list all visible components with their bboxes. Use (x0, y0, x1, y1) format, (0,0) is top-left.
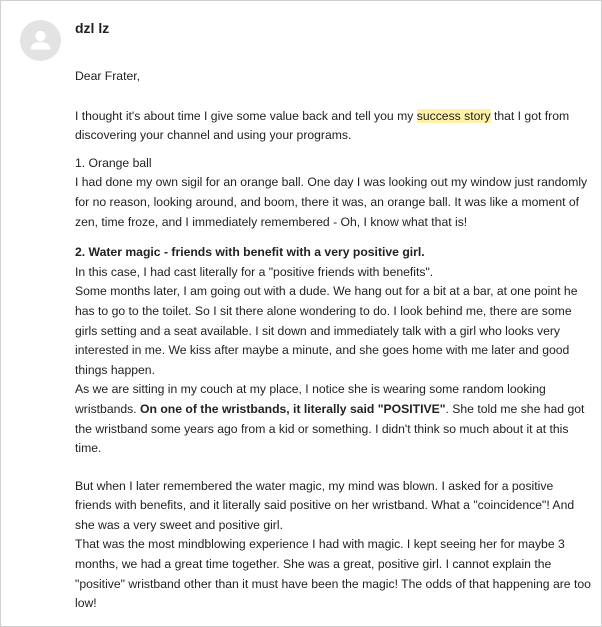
story2-para2: Some months later, I am going out with a dude. We hang out for a bit at a bar, at one point he has to go to the toilet. So I sit there alone wondering to do. I look behind me, there are some girls setting and a seat available. I sit down and immediately talk with a girl who looks very interested in me. We kiss after maybe a minute, and she goes home with me later and good things happen. (75, 284, 578, 377)
story2-title-text: 2. Water magic - friends with benefit with a very positive girl. (75, 245, 425, 260)
para3-text: As we are sitting in my couch at my place, I notice she is wearing some random looking wristbands. (75, 382, 546, 416)
story2-para5: That was the most mindblowing experience I had with magic. I kept seeing her for maybe 3 months, we had a great time together. She was a great, positive girl. I cannot explain the "positive" wristband other than it must have been the magic! The odds of that happening are too low! (75, 537, 591, 611)
highlighted-text: success story (416, 108, 491, 123)
story2-para3 (75, 380, 593, 458)
person-icon (20, 20, 61, 61)
para3-bold: On one of the wristbands, it literally said "POSITIVE" (140, 401, 446, 416)
story1-text: I had done my own sigil for an orange ball. One day I was looking out my window just randomly for no reason, looking around, and boom, there it was, an orange ball. It was like a moment of zen, time froze, and I immediately remembered - Oh, I know what that is! (75, 175, 588, 229)
avatar[interactable] (20, 20, 61, 61)
story1-title: 1. Orange ball (75, 155, 152, 170)
intro-text: I thought it's about time I give some value back and tell you my (75, 108, 417, 123)
intro-paragraph (75, 107, 593, 146)
story2-line1: In this case, I had cast literally for a "positive friends with benefits". (75, 264, 434, 279)
para3-text-end: . She told me she had got the wristband some years ago from a kid or something. I didn't think so much about it at this time. (75, 401, 585, 456)
story2-title (75, 243, 593, 263)
message-body (75, 67, 593, 614)
greeting: Dear Frater, (75, 69, 141, 83)
sender-name[interactable]: dzl lz (75, 20, 110, 36)
story2-para4: But when I later remembered the water magic, my mind was blown. I asked for a positive friends with benefits, and it literally said positive on her wristband. What a "coincidence"! And she was a very sweet and positive girl. (75, 478, 575, 532)
intro-text-end: that I got from discovering your channel and using your programs. (75, 108, 570, 143)
